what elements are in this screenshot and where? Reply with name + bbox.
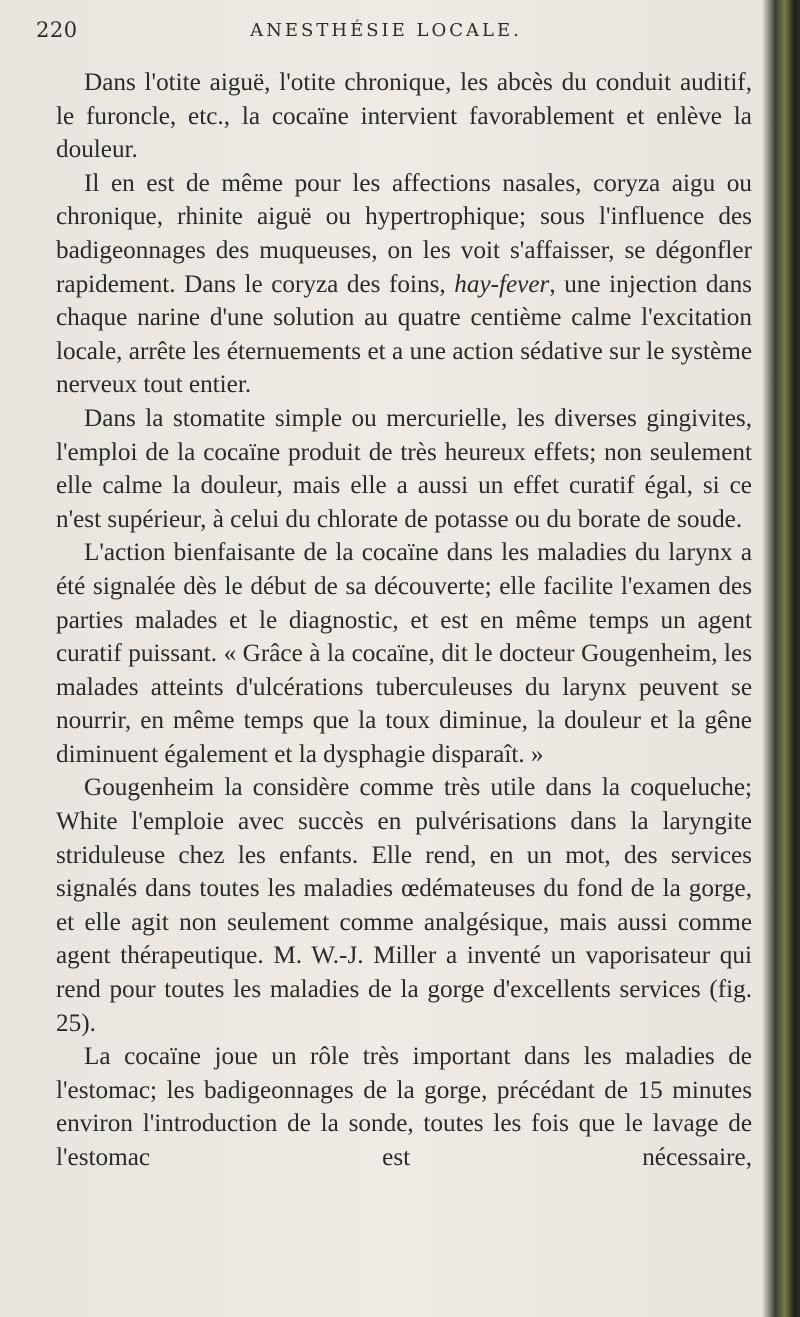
paragraph-nasal-affections xyxy=(56,167,752,402)
paragraph-larynx xyxy=(56,536,752,771)
paragraph-text: La cocaïne joue un rôle très important dans les maladies de l'estomac; les badigeonnages de la gorge, précédant de 15 minutes environ l'introduction de la sonde, toutes les fois que le lavage de l'estomac est nécessaire, xyxy=(56,1043,752,1171)
paragraph-stomach xyxy=(56,1040,752,1174)
paragraph-text: Dans l'otite aiguë, l'otite chronique, les abcès du conduit auditif, le furoncle, etc., la cocaïne intervient favorablement et enlève la douleur. xyxy=(56,69,752,164)
paragraph-otitis xyxy=(56,66,752,167)
paragraph-text: Gougenheim la considère comme très utile dans la coqueluche; White l'emploie avec succès en pulvérisations dans la laryngite striduleuse chez les enfants. Elle rend, en un mot, des services signalés dans toutes les maladies œdémateuses du fond de la gorge, et elle agit non seulement comme analgésique, mais aussi comme agent thérapeutique. M. W.-J. Miller a inventé un vaporisateur qui rend pour toutes les maladies de la gorge d'excellents services (fig. 25). xyxy=(56,774,752,1037)
running-title: ANESTHÉSIE LOCALE. xyxy=(250,20,522,41)
paragraph-text: , une injection dans chaque narine d'une solution au quatre centième calme l'excitation locale, arrête les éternuements et a une action sédative sur le système nerveux tout entier. xyxy=(56,270,752,399)
paragraph-text: Dans la stomatite simple ou mercurielle, les diverses gingivites, l'emploi de la cocaïne produit de très heureux effets; non seulement elle calme la douleur, mais elle a aussi un effet curatif égal, si ce n'est supérieur, à celui du chlorate de potasse ou du borate de soude. xyxy=(56,404,752,533)
paragraph-text: Il en est de même pour les affections nasales, coryza aigu ou chronique, rhinite aiguë ou hypertrophique; sous l'influence des badigeonnages des muqueuses, on les voit s'affaisser, se dégonfler rapidement. Dans le coryza des foins, xyxy=(56,169,752,298)
paragraph-whooping-cough xyxy=(56,771,752,1040)
emphasis-term: hay-fever xyxy=(454,270,550,298)
paragraph-stomatitis xyxy=(56,402,752,536)
body-text xyxy=(56,66,752,1175)
page-number: 220 xyxy=(36,18,78,42)
book-binding-edge xyxy=(762,0,800,1317)
page-header xyxy=(36,18,756,48)
paragraph-text: L'action bienfaisante de la cocaïne dans les maladies du larynx a été signalée dès le début de sa découverte; elle facilite l'examen des parties malades et le diagnostic, et est en même temps un agent curatif puissant. « Grâce à la cocaïne, dit le docteur Gougenheim, les malades atteints d'ulcérations tuberculeuses du larynx peuvent se nourrir, en même temps que la toux diminue, la douleur et la gêne diminuent également et la dysphagie disparaît. » xyxy=(56,539,752,768)
